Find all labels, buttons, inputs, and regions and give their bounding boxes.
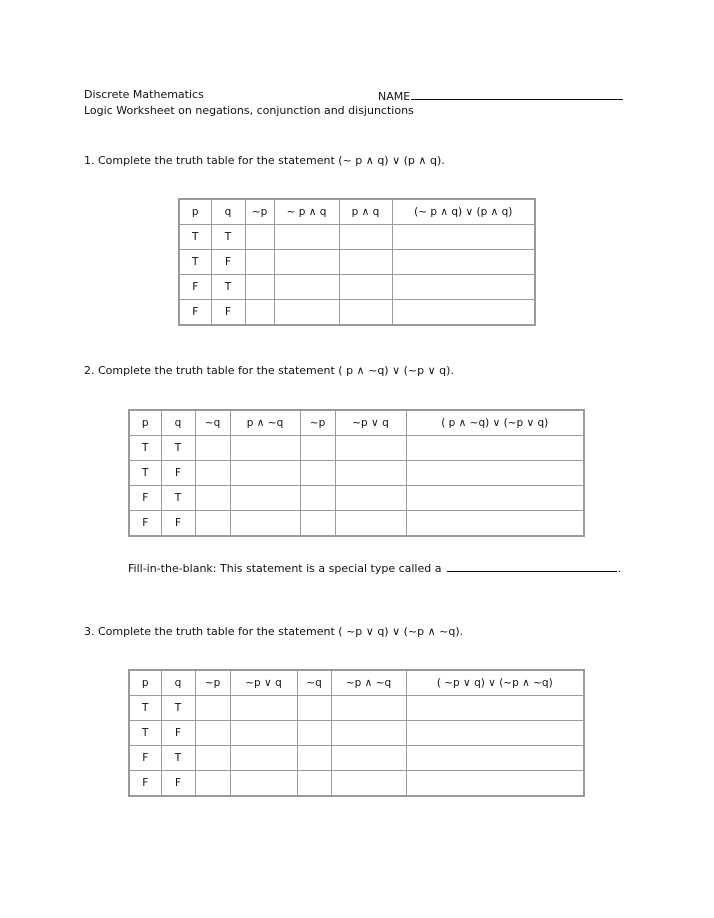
answer-cell[interactable]	[195, 486, 230, 511]
answer-cell[interactable]	[230, 461, 300, 486]
answer-cell[interactable]	[331, 746, 406, 771]
header-cell: ~p ∧ ~q	[331, 670, 406, 696]
problem-2-prompt: 2. Complete the truth table for the statement ( p ∧ ~q) ∨ (~p ∨ q).	[84, 364, 454, 377]
truth-value-cell: F	[161, 461, 195, 486]
answer-cell[interactable]	[195, 436, 230, 461]
answer-cell[interactable]	[297, 696, 331, 721]
answer-cell[interactable]	[245, 300, 274, 326]
answer-cell[interactable]	[406, 436, 584, 461]
truth-value-cell: T	[161, 436, 195, 461]
table-row	[129, 511, 584, 537]
header-cell: ~p	[245, 199, 274, 225]
truth-value-cell: T	[161, 696, 195, 721]
answer-cell[interactable]	[195, 721, 230, 746]
answer-cell[interactable]	[245, 275, 274, 300]
problem-1-prompt: 1. Complete the truth table for the statement (~ p ∧ q) ∨ (p ∧ q).	[84, 154, 445, 167]
name-field[interactable]	[378, 88, 623, 103]
answer-cell[interactable]	[406, 721, 584, 746]
header-cell: p	[179, 199, 211, 225]
worksheet-subtitle: Logic Worksheet on negations, conjunction and disjunctions	[84, 104, 414, 117]
answer-cell[interactable]	[195, 461, 230, 486]
table-row	[129, 436, 584, 461]
answer-cell[interactable]	[195, 511, 230, 537]
truth-value-cell: T	[161, 486, 195, 511]
header-cell: ~q	[195, 410, 230, 436]
header-cell: ~p	[195, 670, 230, 696]
name-label: NAME	[378, 90, 411, 103]
truth-value-cell: T	[211, 275, 245, 300]
truth-value-cell: F	[179, 300, 211, 326]
table-row	[129, 721, 584, 746]
truth-value-cell: F	[129, 486, 161, 511]
truth-value-cell: T	[179, 225, 211, 250]
truth-value-cell: F	[211, 250, 245, 275]
answer-cell[interactable]	[230, 436, 300, 461]
truth-value-cell: T	[129, 696, 161, 721]
truth-value-cell: F	[161, 721, 195, 746]
truth-value-cell: T	[129, 436, 161, 461]
answer-cell[interactable]	[392, 300, 535, 326]
answer-cell[interactable]	[392, 225, 535, 250]
header-cell: q	[161, 410, 195, 436]
table-row	[179, 275, 535, 300]
truth-value-cell: F	[129, 746, 161, 771]
header-cell: ~p ∨ q	[335, 410, 406, 436]
problem-1-truth-table	[178, 198, 536, 326]
answer-cell[interactable]	[339, 300, 392, 326]
table-row	[129, 771, 584, 797]
answer-cell[interactable]	[406, 461, 584, 486]
answer-cell[interactable]	[392, 250, 535, 275]
header-cell: p	[129, 410, 161, 436]
answer-cell[interactable]	[195, 696, 230, 721]
fill-in-the-blank[interactable]	[128, 560, 621, 575]
table-row	[179, 250, 535, 275]
problem-3-prompt: 3. Complete the truth table for the statement ( ~p ∨ q) ∨ (~p ∧ ~q).	[84, 625, 464, 638]
answer-cell[interactable]	[195, 771, 230, 797]
answer-cell[interactable]	[406, 696, 584, 721]
answer-cell[interactable]	[406, 746, 584, 771]
header-cell: (~ p ∧ q) ∨ (p ∧ q)	[392, 199, 535, 225]
answer-cell[interactable]	[230, 746, 297, 771]
truth-value-cell: F	[161, 511, 195, 537]
answer-cell[interactable]	[300, 436, 335, 461]
header-cell: q	[211, 199, 245, 225]
answer-cell[interactable]	[297, 746, 331, 771]
answer-cell[interactable]	[339, 250, 392, 275]
answer-cell[interactable]	[230, 696, 297, 721]
truth-value-cell: F	[211, 300, 245, 326]
table-header-row	[129, 410, 584, 436]
table-row	[129, 746, 584, 771]
answer-cell[interactable]	[230, 511, 300, 537]
answer-cell[interactable]	[339, 225, 392, 250]
answer-cell[interactable]	[230, 486, 300, 511]
answer-cell[interactable]	[392, 275, 535, 300]
header-cell: ( p ∧ ~q) ∨ (~p ∨ q)	[406, 410, 584, 436]
answer-cell[interactable]	[335, 486, 406, 511]
header-cell: p ∧ q	[339, 199, 392, 225]
table-row	[129, 486, 584, 511]
fill-in-prompt: Fill-in-the-blank: This statement is a special type called a	[128, 562, 442, 575]
answer-cell[interactable]	[406, 511, 584, 537]
truth-value-cell: T	[161, 746, 195, 771]
table-row	[129, 461, 584, 486]
truth-value-cell: T	[179, 250, 211, 275]
truth-value-cell: T	[129, 721, 161, 746]
answer-cell[interactable]	[245, 250, 274, 275]
answer-cell[interactable]	[297, 771, 331, 797]
answer-cell[interactable]	[331, 721, 406, 746]
header-cell: ~q	[297, 670, 331, 696]
truth-value-cell: F	[179, 275, 211, 300]
answer-cell[interactable]	[339, 275, 392, 300]
answer-cell[interactable]	[300, 486, 335, 511]
answer-cell[interactable]	[274, 300, 339, 326]
answer-cell[interactable]	[300, 461, 335, 486]
name-blank-line	[411, 88, 623, 100]
table-header-row	[129, 670, 584, 696]
answer-cell[interactable]	[406, 486, 584, 511]
answer-cell[interactable]	[335, 461, 406, 486]
problem-2-truth-table	[128, 409, 585, 537]
fill-in-period: .	[617, 562, 621, 575]
answer-cell[interactable]	[335, 511, 406, 537]
answer-cell[interactable]	[335, 436, 406, 461]
answer-cell[interactable]	[245, 225, 274, 250]
truth-value-cell: F	[129, 511, 161, 537]
header-cell: p	[129, 670, 161, 696]
answer-blank-line[interactable]	[447, 560, 617, 572]
header-cell: ( ~p ∨ q) ∨ (~p ∧ ~q)	[406, 670, 584, 696]
answer-cell[interactable]	[230, 721, 297, 746]
header-cell: p ∧ ~q	[230, 410, 300, 436]
header-cell: ~ p ∧ q	[274, 199, 339, 225]
answer-cell[interactable]	[297, 721, 331, 746]
course-title: Discrete Mathematics	[84, 88, 204, 101]
answer-cell[interactable]	[274, 275, 339, 300]
answer-cell[interactable]	[331, 696, 406, 721]
answer-cell[interactable]	[331, 771, 406, 797]
answer-cell[interactable]	[300, 511, 335, 537]
truth-value-cell: T	[211, 225, 245, 250]
answer-cell[interactable]	[274, 225, 339, 250]
table-row	[179, 225, 535, 250]
answer-cell[interactable]	[274, 250, 339, 275]
table-row	[179, 300, 535, 326]
truth-value-cell: F	[161, 771, 195, 797]
truth-value-cell: F	[129, 771, 161, 797]
header-cell: ~p ∨ q	[230, 670, 297, 696]
table-row	[129, 696, 584, 721]
problem-3-truth-table	[128, 669, 585, 797]
answer-cell[interactable]	[195, 746, 230, 771]
header-cell: ~p	[300, 410, 335, 436]
answer-cell[interactable]	[230, 771, 297, 797]
header-cell: q	[161, 670, 195, 696]
answer-cell[interactable]	[406, 771, 584, 797]
table-header-row	[179, 199, 535, 225]
truth-value-cell: T	[129, 461, 161, 486]
